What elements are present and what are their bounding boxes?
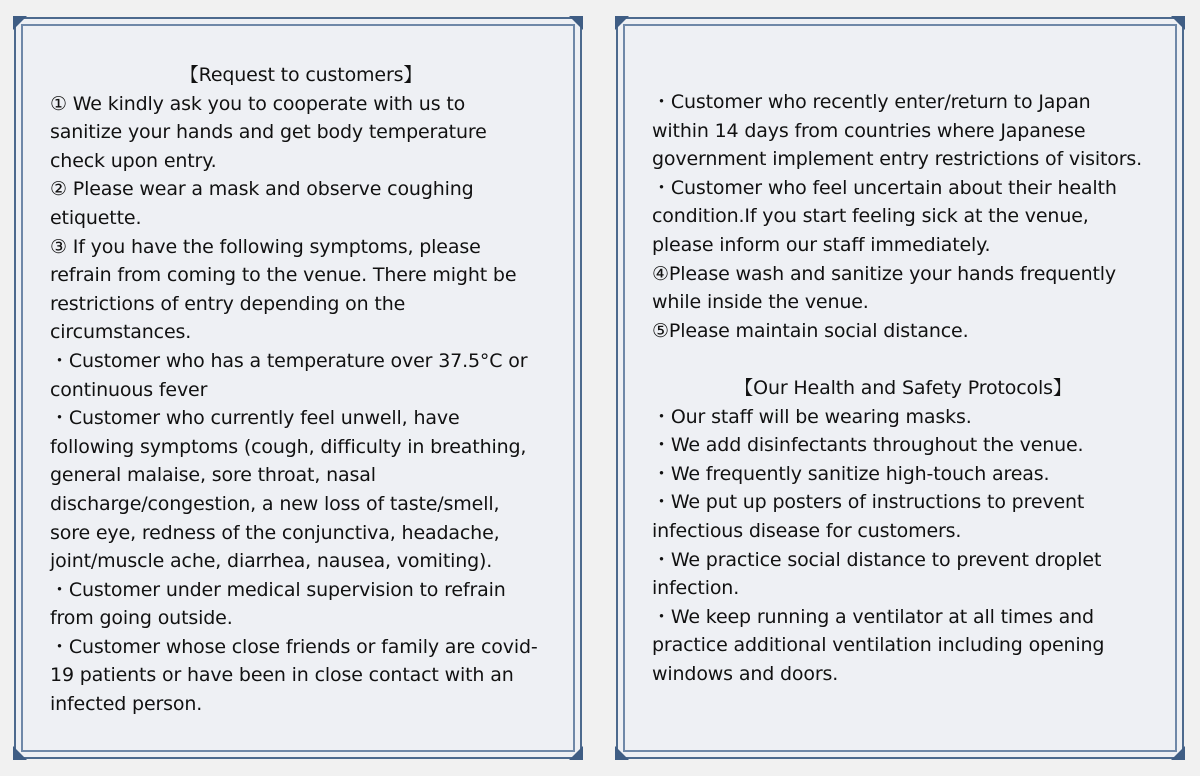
text-line: ③ If you have the following symptoms, please [50, 235, 481, 258]
text-line: refrain from coming to the venue. There might be [50, 264, 517, 287]
text-line: 19 patients or have been in close contact with an [50, 664, 514, 687]
text-line: from going outside. [50, 607, 233, 630]
text-line: please inform our staff immediately. [652, 233, 991, 256]
section-heading: 【Request to customers】 [179, 64, 423, 86]
section-heading: 【Our Health and Safety Protocols】 [734, 376, 1072, 399]
corner-ornament [615, 746, 629, 760]
blank-line [652, 345, 1154, 374]
text-line: check upon entry. [50, 149, 217, 172]
text-line: ② Please wear a mask and observe coughing [50, 178, 474, 201]
text-line: within 14 days from countries where Japanese [652, 119, 1086, 142]
text-line: sanitize your hands and get body temperature [50, 121, 487, 144]
text-line: ・Customer whose close friends or family are covid- [50, 635, 538, 658]
text-line: ・We frequently sanitize high-touch areas. [652, 462, 1050, 485]
text-line: ・Customer who feel uncertain about their health [652, 176, 1117, 199]
text-line: general malaise, sore throat, nasal [50, 464, 376, 487]
request-to-customers-panel [14, 17, 582, 759]
corner-ornament [13, 16, 27, 30]
text-line: discharge/congestion, a new loss of taste/smell, [50, 492, 500, 515]
text-line: sore eye, redness of the conjunctiva, headache, [50, 521, 500, 544]
text-line: restrictions of entry depending on the [50, 292, 406, 315]
text-line: infectious disease for customers. [652, 519, 962, 542]
text-line: ④Please wash and sanitize your hands frequently [652, 262, 1116, 285]
text-line: following symptoms (cough, difficulty in breathing, [50, 435, 527, 458]
text-line: ・Our staff will be wearing masks. [652, 405, 972, 428]
text-line: infection. [652, 577, 740, 600]
corner-ornament [615, 16, 629, 30]
text-line: joint/muscle ache, diarrhea, nausea, vomiting). [50, 550, 493, 573]
text-line: ・We practice social distance to prevent droplet [652, 548, 1102, 571]
text-line: practice additional ventilation including opening [652, 634, 1105, 657]
text-line: ① We kindly ask you to cooperate with us to [50, 92, 466, 115]
text-line: infected person. [50, 693, 203, 716]
text-line: ・Customer under medical supervision to refrain [50, 578, 506, 601]
corner-ornament [1171, 16, 1185, 30]
text-line: while inside the venue. [652, 291, 869, 314]
text-line: ・Customer who has a temperature over 37.5°C or [50, 349, 528, 372]
text-line: ・We put up posters of instructions to prevent [652, 491, 1085, 514]
text-line: continuous fever [50, 378, 208, 401]
corner-ornament [569, 746, 583, 760]
health-safety-panel [616, 17, 1184, 759]
text-line: etiquette. [50, 206, 142, 229]
text-line: ・Customer who currently feel unwell, have [50, 407, 460, 430]
protocols-text-block [652, 88, 1154, 688]
text-line: ・We keep running a ventilator at all times and [652, 605, 1094, 628]
text-line: circumstances. [50, 321, 192, 344]
text-line: windows and doors. [652, 662, 839, 685]
corner-ornament [1171, 746, 1185, 760]
text-line: condition.If you start feeling sick at the venue, [652, 205, 1089, 228]
corner-ornament [13, 746, 27, 760]
text-line: government implement entry restrictions of visitors. [652, 148, 1143, 171]
text-line: ⑤Please maintain social distance. [652, 319, 969, 342]
text-line: ・Customer who recently enter/return to Japan [652, 91, 1091, 113]
request-text-block [50, 61, 552, 719]
corner-ornament [569, 16, 583, 30]
text-line: ・We add disinfectants throughout the venue. [652, 434, 1084, 457]
